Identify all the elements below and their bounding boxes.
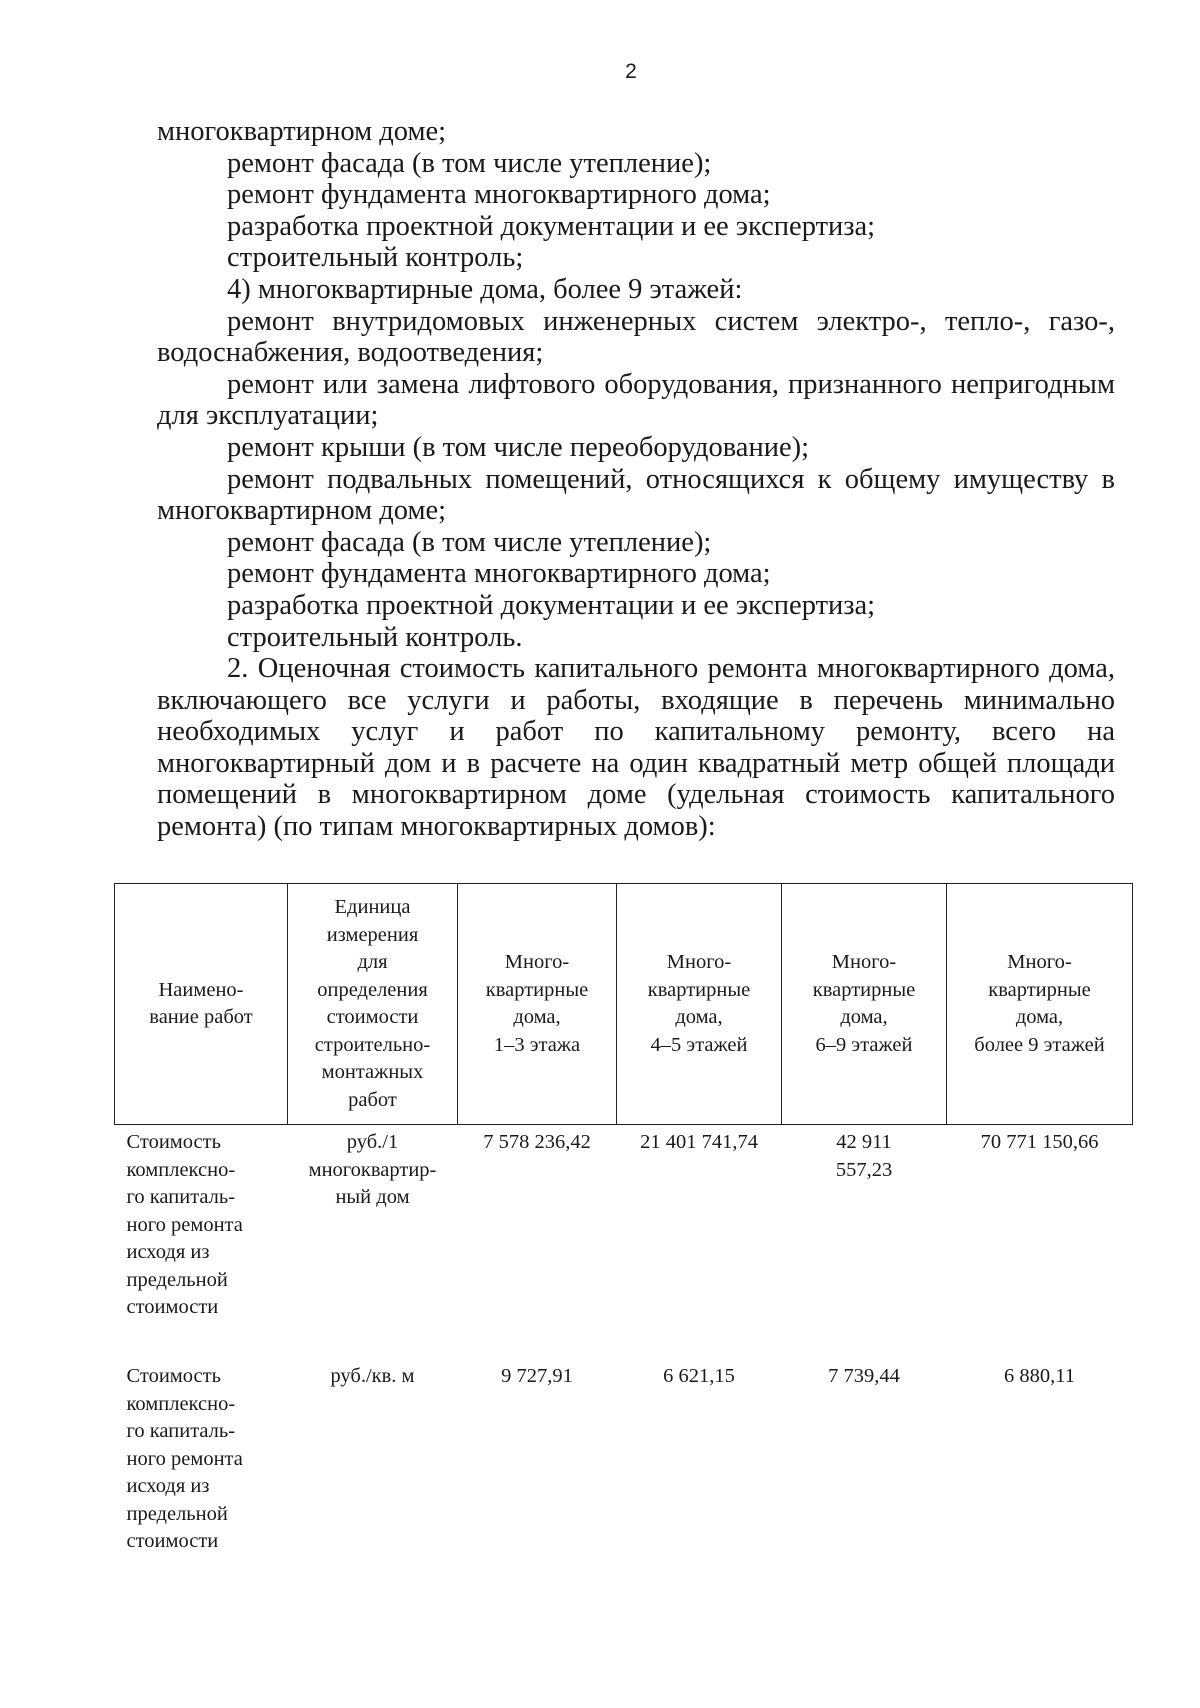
paragraph-line: ремонт крыши (в том числе переоборудование); (227, 431, 810, 463)
header-cell-over-9-floors (947, 884, 1133, 1125)
paragraph-line: строительный контроль. (227, 621, 523, 653)
paragraph-line: 2. Оценочная стоимость капитального ремонта многоквартирного дома, (227, 653, 1115, 685)
table-row (115, 1351, 1133, 1593)
paragraph-line: многоквартирном доме; (157, 495, 447, 527)
cell-text: 70 771 150,66 (980, 1131, 1099, 1153)
paragraph-line: ремонт фасада (в том числе утепление); (227, 147, 712, 179)
body-text (157, 116, 1115, 843)
cost-table (114, 883, 1133, 1593)
paragraph-line: разработка проектной документации и ее экспертиза; (227, 210, 876, 242)
paragraph-line: многоквартирном доме; (157, 116, 447, 147)
cell-text: Стоимость комплексно- го капиталь- ного ремонта исходя из предельной стоимости (126, 1131, 243, 1318)
paragraph-line: для эксплуатации; (157, 400, 379, 432)
cell-text: руб./кв. м (330, 1365, 415, 1387)
paragraph-line: разработка проектной документации и ее экспертиза; (227, 589, 876, 621)
paragraph-line: водоснабжения, водоотведения; (157, 337, 544, 369)
paragraph-line: ремонта) (по типам многоквартирных домов): (157, 811, 716, 843)
paragraph-line: ремонт или замена лифтового оборудования, признанного непригодным (227, 368, 1115, 400)
cell-text: 7 739,44 (828, 1365, 900, 1387)
paragraph-line: ремонт фундамента многоквартирного дома; (227, 179, 771, 211)
table-cell (947, 1351, 1133, 1593)
table-cell (288, 1125, 458, 1352)
header-text: Много- квартирные дома, более 9 этажей (974, 951, 1105, 1056)
paragraph-line: ремонт внутридомовых инженерных систем электро-, тепло-, газо-, (227, 305, 1115, 337)
header-text: Много- квартирные дома, 4–5 этажей (647, 951, 751, 1056)
paragraph-line: необходимых услуг и работ по капитальному ремонту, всего на (157, 716, 1115, 748)
cell-text: 9 727,91 (501, 1365, 573, 1387)
cell-text: 21 401 741,74 (640, 1131, 758, 1153)
table-cell (458, 1351, 617, 1593)
page-number: 2 (625, 60, 637, 83)
header-cell-6-9-floors (782, 884, 947, 1125)
table-cell (115, 1125, 288, 1352)
cell-text: 7 578 236,42 (483, 1131, 591, 1153)
table-cell (288, 1351, 458, 1593)
paragraph-line: 4) многоквартирные дома, более 9 этажей: (227, 273, 743, 305)
cell-text: руб./1 многоквартир- ный дом (308, 1131, 437, 1208)
table-cell (617, 1125, 782, 1352)
header-cell-work-name (115, 884, 288, 1125)
paragraph-line: строительный контроль; (227, 242, 524, 274)
table-header-row (115, 884, 1133, 1125)
paragraph-line: ремонт фасада (в том числе утепление); (227, 526, 712, 558)
table-cell (617, 1351, 782, 1593)
paragraph-line: ремонт подвальных помещений, относящихся к общему имуществу в (227, 463, 1115, 495)
table-cell (458, 1125, 617, 1352)
header-cell-1-3-floors (458, 884, 617, 1125)
paragraph-line: многоквартирный дом и в расчете на один квадратный метр общей площади (157, 747, 1115, 779)
header-cell-unit (288, 884, 458, 1125)
header-text: Единица измерения для определения стоимости строительно- монтажных работ (314, 896, 431, 1111)
table-row (115, 1125, 1133, 1352)
cell-text: 42 911 557,23 (835, 1131, 893, 1181)
cell-text: 6 880,11 (1004, 1365, 1075, 1387)
table-cell (782, 1125, 947, 1352)
paragraph-line: помещений в многоквартирном доме (удельная стоимость капитального (157, 779, 1115, 811)
paragraph-line: ремонт фундамента многоквартирного дома; (227, 558, 771, 590)
header-cell-4-5-floors (617, 884, 782, 1125)
header-text: Наимено- вание работ (149, 978, 253, 1028)
table-cell (115, 1351, 288, 1593)
cell-text: Стоимость комплексно- го капиталь- ного ремонта исходя из предельной стоимости (126, 1365, 243, 1552)
table-header (115, 884, 1133, 1125)
table-cell (782, 1351, 947, 1593)
header-text: Много- квартирные дома, 6–9 этажей (812, 951, 916, 1056)
cell-text: 6 621,15 (663, 1365, 735, 1387)
table-cell (947, 1125, 1133, 1352)
header-text: Много- квартирные дома, 1–3 этажа (485, 951, 589, 1056)
paragraph-line: включающего все услуги и работы, входящие в перечень минимально (157, 684, 1115, 716)
